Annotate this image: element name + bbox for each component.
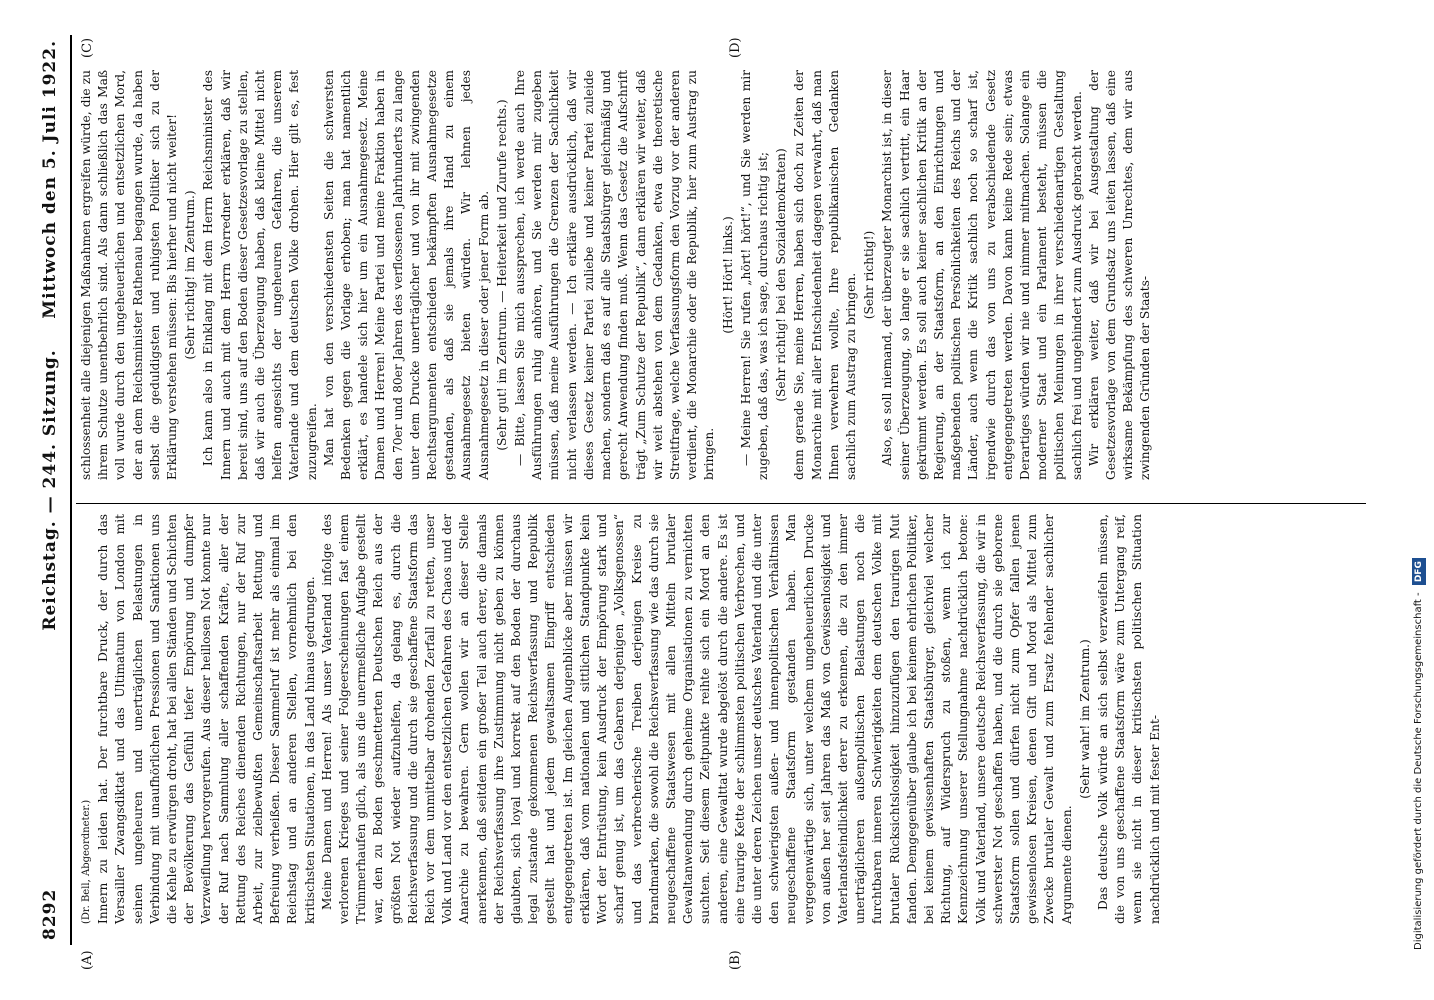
paragraph: Meine Damen und Herren! Als unser Vaterland infolge des verlorenen Krieges und seiner Folgeerscheinungen fast einem Trümmerhaufen glich, als uns die unermeßliche Aufgabe gestellt war, den zu Boden geschmetterten Deutschen Reich aus der größten Not wieder aufzuhelfen, da gelang es, durch die Reichsverfassung und die durch sie geschaffene Staatsform das Reich vor dem unmittelbar drohenden Zerfall zu retten, unser Volk und Land vor den entsetzlichen Gefahren des Chaos und der Anarchie zu bewahren. Gern wollen wir an dieser Stelle anerkennen, daß seitdem ein großer Teil auch derer, die damals der Reichsverfassung ihre Zustimmung nicht geben zu können glaubten, sich loyal und korrekt auf den Boden der durchaus legal zustande gekommenen Reichsverfassung und Republik gestellt hat und jedem gewaltsamen Eingriff entschieden entgegengetreten ist. Im gleichen Augenblicke aber müssen wir erklären, daß vom nationalen und sittlichen Standpunkte kein Wort der Entrüstung, kein Ausdruck der Empörung stark und scharf genug ist, um das Gebaren derjenigen „Volksgenossen“ und das verbrecherische Treiben derjenigen Kreise zu brandmarken, die sowohl die Reichsverfassung wie das durch sie neugeschaffene Staatswesen mit allen Mitteln brutaler Gewaltanwendung durch geheime Organisationen zu vernichten suchten. Seit diesem Zeitpunkte reihte sich ein Mord an den anderen, eine Gewalttat wurde abgelöst durch die andere. Es ist eine traurige Kette der schlimmsten politischen Verbrechen, und die unter deren Zeichen unser deutsches Vaterland und die unter den schwierigsten außen- und innenpolitischen Verhältnissen neugeschaffene Staatsform gestanden haben. Man vergegenwärtige sich, unter welchem ungeheuerlichen Drucke von außen her seit Jahren das Maß von Gewissenlosigkeit und Vaterlandsfeindlichkeit derer zu erkennen, die zu den immer unerträglicheren außenpolitischen Belastungen noch die furchtbaren inneren Schwierigkeiten dem deutschen Volke mit brutaler Rücksichtslosigkeit hinzuzufügen den traurigen Mut fanden. Demgegenüber glaube ich bei keinem ehrlichen Politiker, bei keinem gewissenhaften Staatsbürger, gleichviel welcher Richtung, auf Widerspruch zu stoßen, wenn ich zur Kennzeichnung unserer Stellungnahme nachdrücklich betone: Volk und Vaterland, unsere deutsche Reichsverfassung, die wir in schwerster Not geschaffen haben, und die durch sie geborene Staatsform sollen und dürfen nicht zum Opfer fallen jenen gewissenlosen Kreisen, denen Gift und Mord als Mittel zum Zwecke brutaler Gewalt und zum Ersatz fehlender sachlicher Argumente dienen. [319, 514, 1074, 924]
page-header [40, 40, 70, 940]
interjection: (Sehr wahr! im Zentrum.) [1077, 639, 1092, 799]
session-title: Reichstag. — 244. Sitzung. [40, 349, 60, 631]
paragraph: Also, es soll niemand, der überzeugter Monarchist ist, in dieser seiner Überzeugung, so lange er sie sachlich vertritt, ein Haar gekrümmt werden. Es soll auch keiner sachlichen Kritik an der Regierung, an der Staatsform, an den Einrichtungen und maßgebenden politischen Persönlichkeiten des Reichs und der Länder, auch wenn die Kritik sachlich noch so scharf ist, irgendwie durch das von uns zu verabschiedende Gesetz entgegengetreten werden. Davon kann keine Rede sein; etwas Derartiges würden wir nie und nimmer mitmachen. Solange ein moderner Staat und ein Parlament besteht, müssen die politischen Meinungen in ihrer verschiedenartigen Gestaltung sachlich frei und ungehindert zum Ausdruck gebracht werden. [880, 70, 1084, 480]
interjection: (Sehr richtig!) [862, 230, 877, 320]
header-rule [70, 35, 72, 945]
interjection: (Sehr gut! im Zentrum. — Heiterkeit und Zurufe rechts.) [494, 99, 509, 451]
paragraph: — Bitte, lassen Sie mich aussprechen, ich werde auch Ihre Ausführungen ruhig anhören, und Sie werden mir zugeben müssen, daß meine Ausführungen die Grenzen der Sachlichkeit nicht verlassen werden. — Ich erkläre ausdrücklich, daß wir dieses Gesetz keiner Partei zuliebe und keiner Partei zuleide machen, sondern daß es auf alle Staatsbürger gleichmäßig und gerecht Anwendung finden muß. Wenn das Gesetz die Aufschrift trägt „Zum Schutze der Republik“, dann erklären wir weiter, daß wir weit abstehen von dem Gedanken, etwa die theoretische Streitfrage, welche Verfassungsform den Vorzug vor der anderen verdient, die Monarchie oder die Republik, hier zum Austrag zu bringen. [513, 70, 717, 480]
paragraph: schlossenheit alle diejenigen Maßnahmen ergreifen würde, die zu ihrem Schutze unentbehrlich sind. Als dann schließlich das Maß voll wurde durch den ungeheuerlichen und entsetzlichen Mord, der an dem Reichsminister Rathenau begangen wurde, da haben selbst die geduldigsten und ruhigsten Politiker sich zu der Erklärung verstehen müssen: Bis hierher und nicht weiter! [79, 70, 180, 480]
margin-marker-b: (B) [728, 950, 743, 970]
paragraph: Das deutsche Volk würde an sich selbst verzweifeln müssen, die von uns geschaffene Staatsform wäre zum Untergang reif, wenn sie nicht in dieser kritischsten politischen Situation nachdrücklich und mit fester Ent- [1095, 514, 1162, 924]
paragraph: denn gerade Sie, meine Herren, haben sich doch zu Zeiten der Monarchie mit aller Entschiedenheit dagegen verwahrt, daß man Ihnen verwehren wollte, Ihre republikanischen Gedanken sachlich zum Austrag zu bringen. [792, 70, 858, 480]
right-column [78, 70, 1155, 480]
digitization-credit [1408, 20, 1430, 980]
speaker-label: (Dr. Bell, Abgeordneter.) [81, 799, 92, 924]
interjection: (Sehr richtig! bei den Sozialdemokraten) [774, 148, 789, 402]
credit-text: Digitalisierung gefördert durch die Deutsche Forschungsgemeinschaft - [1413, 592, 1424, 950]
paragraph: — Meine Herren! Sie rufen „hört! hört!“, und Sie werden mir zugeben, daß das, was ich sage, durchaus richtig ist; [738, 70, 770, 480]
left-column [78, 514, 1164, 924]
margin-marker-c: (C) [80, 37, 95, 58]
paragraph: Innern zu leiden hat. Der furchtbare Druck, der durch das Versailler Zwangsdiktat und das Ultimatum von London mit seinen ungeheuren und unerträglichen Belastungen in Verbindung mit unaufhörlichen Pressionen und Sanktionen uns die Kehle zu erwürgen droht, hat bei allen Ständen und Schichten der Bevölkerung das Gefühl tiefer Empörung und dumpfer Verzweiflung hervorgerufen. Aus dieser heillosen Not konnte nur der Ruf nach Sammlung aller schaffenden Kräfte, aller der Rettung des Reiches dienenden Richtungen, nur der Ruf zur Arbeit, zur zielbewußten Gemeinschaftsarbeit Rettung und Befreiung verheißen. Dieser Sammelruf ist mehr als einmal im Reichstag und an anderen Stellen, vornehmlich bei den kritischsten Situationen, in das Land hinaus gedrungen. [96, 514, 317, 924]
paragraph: Ich kann also in Einklang mit dem Herrn Reichsminister des Innern und auch mit dem Herrn Vorredner erklären, daß wir bereit sind, uns auf den Boden dieser Gesetzesvorlage zu stellen, daß wir auch die Überzeugung haben, daß kleine Mittel nicht helfen angesichts der ungeheuren Gefahren, die unserem Vaterlande und dem deutschen Volke drohen. Hier gilt es, fest zuzugreifen. [201, 70, 319, 480]
dfg-logo: DFG [1412, 558, 1426, 585]
margin-marker-a: (A) [80, 950, 95, 970]
page-number: 8292 [40, 888, 60, 940]
column-divider [76, 503, 1366, 504]
paragraph: Wir erklären weiter, daß wir bei Ausgestaltung der Gesetzesvorlage von dem Grundsatz uns leiten lassen, daß eine wirksame Bekämpfung des schweren Unrechtes, dem wir aus zwingenden Gründen der Staats- [1086, 70, 1153, 480]
paragraph: Man hat von den verschiedensten Seiten die schwersten Bedenken gegen die Vorlage erhoben; man hat namentlich erklärt, es handele sich hier um ein Ausnahmegesetz. Meine Damen und Herren! Meine Partei und meine Fraktion haben in den 70er und 80er Jahren des verflossenen Jahrhunderts zu lange unter dem Drucke unerträglicher und von ihr mit zwingenden Rechtsargumenten entschieden bekämpften Ausnahmegesetze gestanden, als daß sie jemals ihre Hand zu einem Ausnahmegesetz bieten würden. Wir lehnen jedes Ausnahmegesetz in dieser oder jener Form ab. [321, 70, 491, 480]
session-date: Mittwoch den 5. Juli 1922. [40, 40, 60, 319]
interjection: (Hört! Hört! links.) [720, 216, 735, 334]
interjection: (Sehr richtig! im Zentrum.) [183, 190, 198, 360]
margin-marker-d: (D) [728, 37, 743, 58]
